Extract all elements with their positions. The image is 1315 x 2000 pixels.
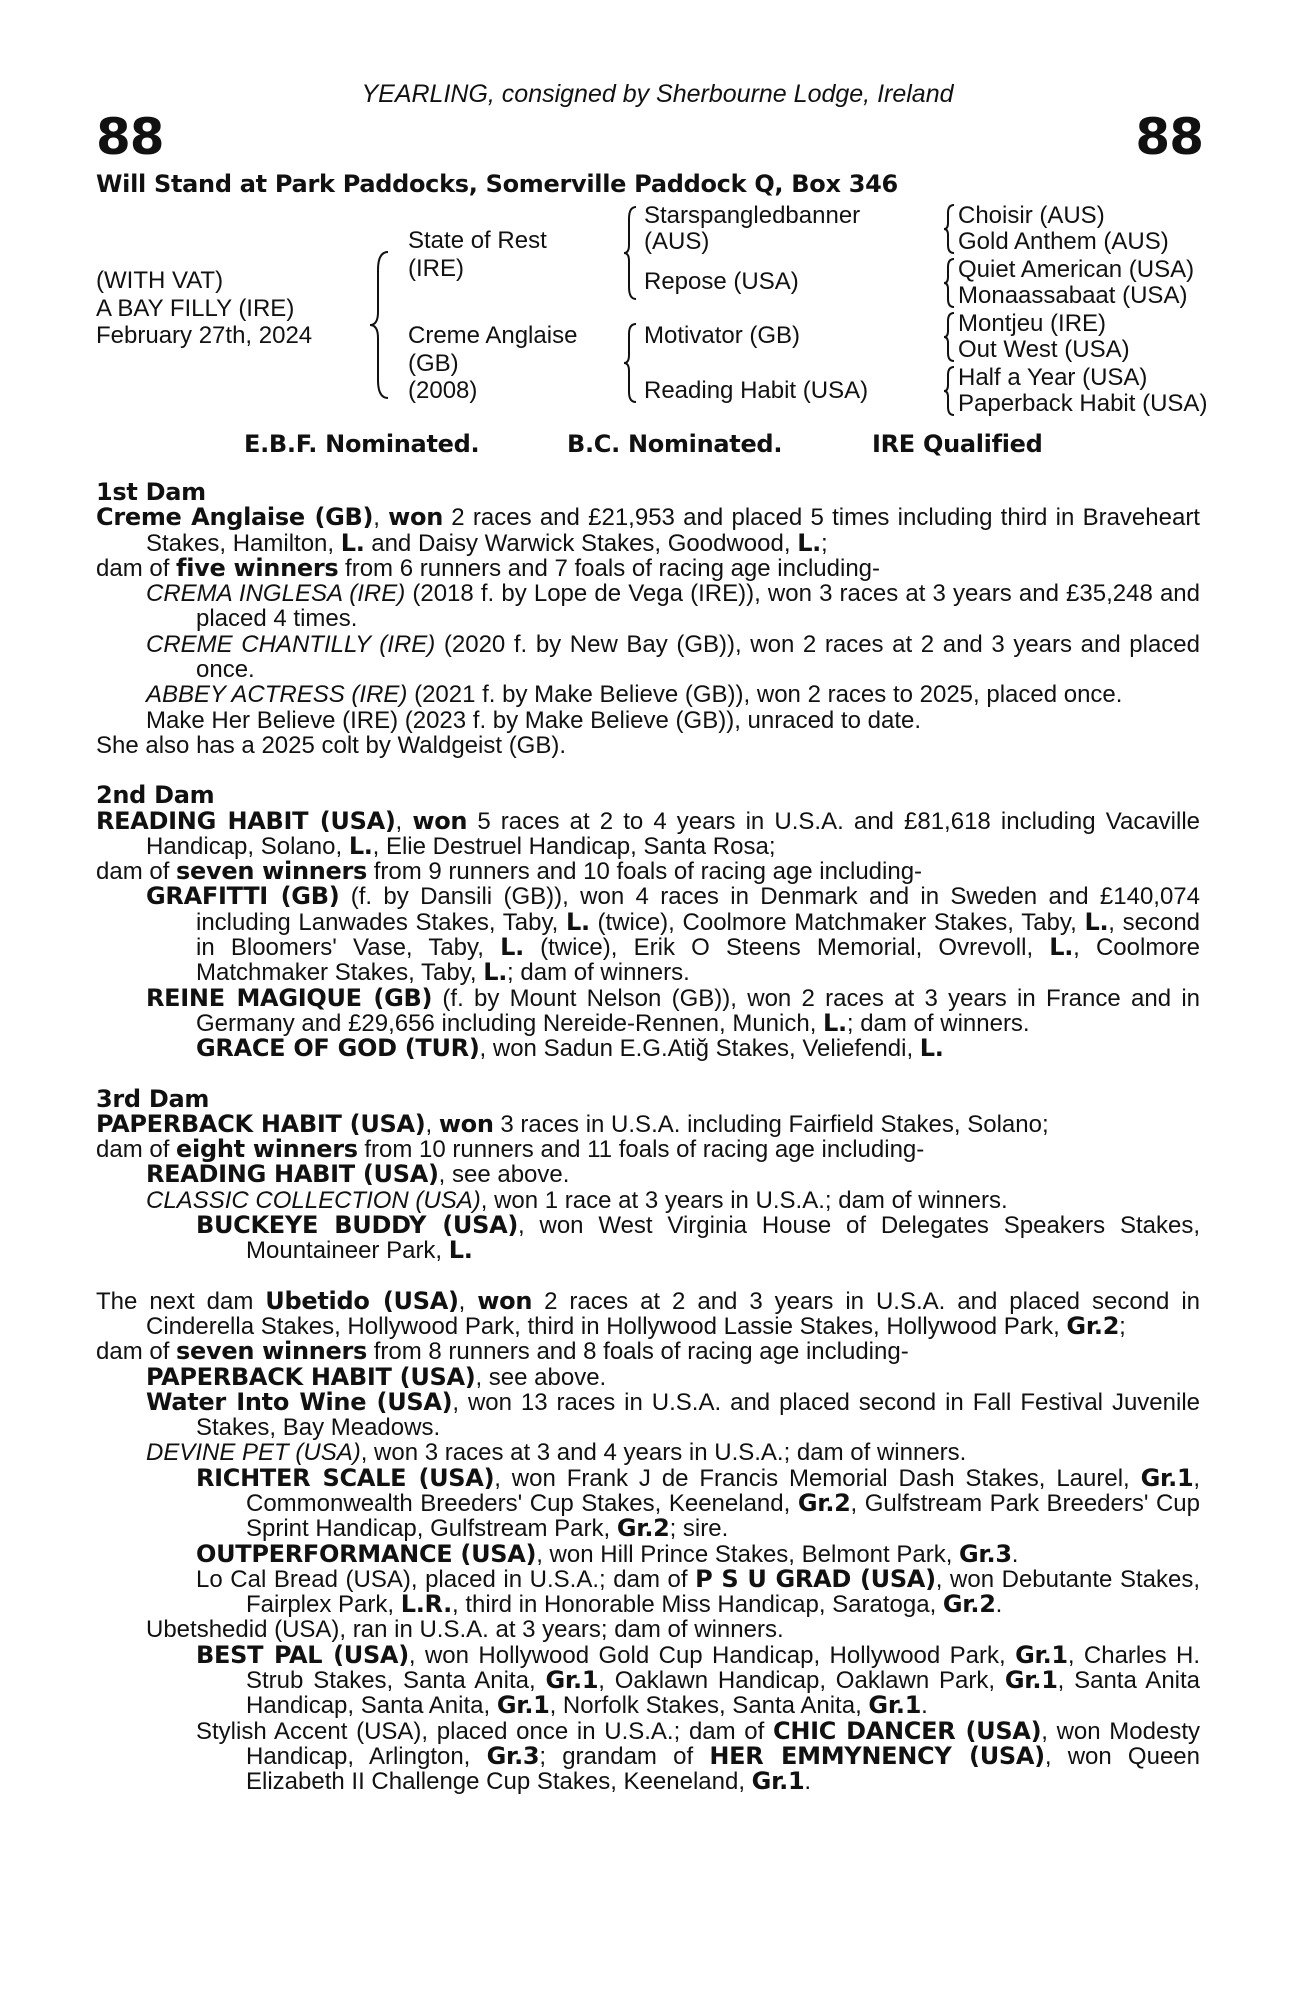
- brace-sire: [622, 205, 638, 301]
- dam-sire: Motivator (GB): [644, 322, 801, 349]
- sire-sire-country: (AUS): [644, 228, 710, 255]
- produce-crema-inglesa: CREMA INGLESA (IRE) (2018 f. by Lope de Vega (IRE)), won 3 races at 3 years and £35,248 and placed 4 times.: [146, 580, 1201, 633]
- g3-7: Half a Year (USA): [958, 364, 1148, 391]
- dam-dam: Reading Habit (USA): [644, 377, 869, 404]
- brace-dam: [622, 322, 638, 404]
- g3-6: Out West (USA): [958, 336, 1130, 363]
- third-dam-heading: 3rd Dam: [96, 1084, 210, 1113]
- produce-classic-collection: CLASSIC COLLECTION (USA), won 1 race at 3 years in U.S.A.; dam of winners.: [146, 1186, 1008, 1214]
- produce-creme-chantilly: CREME CHANTILLY (IRE) (2020 f. by New Bay (GB)), won 2 races at 2 and 3 years and placed once.: [146, 630, 1200, 684]
- brace-g3-3: [942, 311, 956, 363]
- third-dam-produce-intro: dam of eight winners from 10 runners and 11 foals of racing age including-: [96, 1135, 925, 1164]
- produce-reading-habit: READING HABIT (USA), see above.: [146, 1160, 570, 1189]
- g3-4: Monaassabaat (USA): [958, 282, 1188, 309]
- produce-buckeye-buddy: BUCKEYE BUDDY (USA), won West Virginia House of Delegates Speakers Stakes, Mountaineer Park, L.: [196, 1211, 1200, 1265]
- second-dam-produce-intro: dam of seven winners from 9 runners and 10 foals of racing age including-: [96, 857, 923, 886]
- second-dam-summary: READING HABIT (USA), won 5 races at 2 to 4 years in U.S.A. and £81,618 including Vacaville Handicap, Solano, L., Elie Destruel Handicap, Santa Rosa;: [96, 806, 1201, 860]
- g3-2: Gold Anthem (AUS): [958, 228, 1169, 255]
- dam-country: (GB): [408, 350, 459, 377]
- produce-lo-cal-bread: Lo Cal Bread (USA), placed in U.S.A.; dam of P S U GRAD (USA), won Debutante Stakes, Fairplex Park, L.R., third in Honorable Miss Handicap, Saratoga, Gr.2.: [196, 1564, 1201, 1619]
- second-dam-heading: 2nd Dam: [96, 781, 215, 810]
- first-dam-produce-intro: dam of five winners from 6 runners and 7 foals of racing age including-: [96, 553, 881, 582]
- next-dam-produce-intro: dam of seven winners from 8 runners and 8 foals of racing age including-: [96, 1337, 909, 1366]
- produce-richter-scale: RICHTER SCALE (USA), won Frank J de Francis Memorial Dash Stakes, Laurel, Gr.1, Commonwealth Breeders' Cup Stakes, Keeneland, Gr.2, Gulfstream Park Breeders' Cup Sprint Handicap, Gulfstream Park, Gr.2; sire.: [196, 1463, 1201, 1543]
- produce-stylish-accent: Stylish Accent (USA), placed once in U.S.A.; dam of CHIC DANCER (USA), won Modesty Handicap, Arlington, Gr.3; grandam of HER EMMYNENCY (USA), won Queen Elizabeth II Challenge Cup Stakes, Keeneland, Gr.1.: [196, 1716, 1201, 1796]
- bc-nomination: B.C. Nominated.: [567, 430, 783, 458]
- lot-number-left: 88: [96, 108, 164, 166]
- brace-g3-1: [942, 203, 956, 255]
- sire-country: (IRE): [408, 255, 464, 282]
- lot-number-right: 88: [1135, 108, 1203, 166]
- brace-g3-2: [942, 257, 956, 309]
- dam-name: Creme Anglaise: [408, 322, 578, 349]
- produce-record: [96, 480, 1200, 1795]
- produce-ubetshedid: Ubetshedid (USA), ran in U.S.A. at 3 years; dam of winners.: [146, 1616, 784, 1644]
- produce-reine-magique: REINE MAGIQUE (GB) (f. by Mount Nelson (GB)), won 2 races at 3 years in France and in Germany and £29,656 including Nereide-Rennen, Munich, L.; dam of winners.: [146, 983, 1201, 1037]
- first-dam-also: She also has a 2025 colt by Waldgeist (GB).: [96, 731, 567, 759]
- produce-grace-of-god: GRACE OF GOD (TUR), won Sadun E.G.Atiğ Stakes, Veliefendi, L.: [196, 1034, 944, 1063]
- produce-devine-pet: DEVINE PET (USA), won 3 races at 3 and 4 years in U.S.A.; dam of winners.: [146, 1439, 967, 1467]
- vat-note: (WITH VAT): [96, 267, 224, 294]
- sire-name: State of Rest: [408, 227, 547, 254]
- consignment-line: YEARLING, consigned by Sherbourne Lodge, Ireland: [361, 80, 954, 108]
- ebf-nomination: E.B.F. Nominated.: [244, 430, 480, 458]
- g3-5: Montjeu (IRE): [958, 310, 1107, 337]
- ire-qualified: IRE Qualified: [872, 430, 1043, 458]
- sire-dam: Repose (USA): [644, 268, 799, 295]
- produce-paperback-habit: PAPERBACK HABIT (USA), see above.: [146, 1362, 607, 1391]
- sire-sire-name: Starspangledbanner: [644, 202, 861, 229]
- produce-grafitti: GRAFITTI (GB) (f. by Dansili (GB)), won 4 races in Denmark and in Sweden and £140,074 including Lanwades Stakes, Taby, L. (twice), Coolmore Matchmaker Stakes, Taby, L., second in Bloomers' Vase, Taby, L. (twice), Erik O Steens Memorial, Ovrevoll, L., Coolmore Matchmaker Stakes, Taby, L.; dam of winners.: [146, 882, 1201, 987]
- lot-name: A BAY FILLY (IRE): [96, 295, 295, 322]
- third-dam-summary: PAPERBACK HABIT (USA), won 3 races in U.S.A. including Fairfield Stakes, Solano;: [96, 1109, 1049, 1138]
- produce-make-her-believe: Make Her Believe (IRE) (2023 f. by Make Believe (GB)), unraced to date.: [146, 706, 921, 734]
- first-dam-heading: 1st Dam: [96, 478, 206, 506]
- next-dam-summary: The next dam Ubetido (USA), won 2 races at 2 and 3 years in U.S.A. and placed second in Cinderella Stakes, Hollywood Park, third in Hollywood Lassie Stakes, Hollywood Park, Gr.2;: [96, 1286, 1200, 1340]
- produce-best-pal: BEST PAL (USA), won Hollywood Gold Cup Handicap, Hollywood Park, Gr.1, Charles H. Strub Stakes, Santa Anita, Gr.1, Oaklawn Handicap, Oaklawn Park, Gr.1, Santa Anita Handicap, Santa Anita, Gr.1, Norfolk Stakes, Santa Anita, Gr.1.: [196, 1640, 1201, 1720]
- stand-location: Will Stand at Park Paddocks, Somerville Paddock Q, Box 346: [96, 170, 898, 198]
- g3-3: Quiet American (USA): [958, 256, 1195, 283]
- dam-year: (2008): [408, 377, 478, 404]
- produce-abbey-actress: ABBEY ACTRESS (IRE) (2021 f. by Make Believe (GB)), won 2 races to 2025, placed once.: [146, 681, 1123, 709]
- first-dam-summary: Creme Anglaise (GB), won 2 races and £21,953 and placed 5 times including third in Braveheart Stakes, Hamilton, L. and Daisy Warwick Stakes, Goodwood, L.;: [96, 503, 1200, 557]
- brace-g3-4: [942, 365, 956, 417]
- foaling-date: February 27th, 2024: [96, 322, 313, 349]
- produce-outperformance: OUTPERFORMANCE (USA), won Hill Prince Stakes, Belmont Park, Gr.3.: [196, 1539, 1019, 1568]
- g3-8: Paperback Habit (USA): [958, 390, 1208, 417]
- produce-water-into-wine: Water Into Wine (USA), won 13 races in U.S.A. and placed second in Fall Festival Juvenile Stakes, Bay Meadows.: [146, 1387, 1201, 1442]
- g3-1: Choisir (AUS): [958, 202, 1105, 229]
- brace-main: [368, 250, 390, 400]
